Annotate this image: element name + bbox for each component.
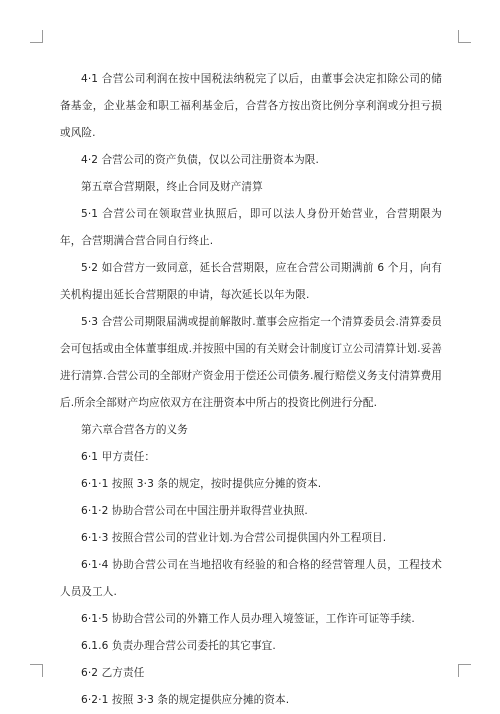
chapter-heading-5: 第五章合营期限，终止合同及财产清算 — [81, 181, 263, 193]
paragraph-4-1: 4·1 合营公司利润在按中国税法纳税完了以后，由董事会决定扣除公司的储备基金，企业基金和职工福利基金后，合营各方按出资比例分享利润或分担亏损或风险. — [60, 73, 442, 139]
document-body — [60, 66, 442, 714]
paragraph-6-1-2: 6·1·2 协助合营公司在中国注册并取得营业执照. — [81, 505, 308, 517]
paragraph-5-3: 5·3 合营公司期限届满或提前解散时.董事会应指定一个清算委员会.清算委员会可包括或由全体董事组成.并按照中国的有关财会计制度订立公司清算计划.妥善进行清算.合营公司的全部财产资金用于偿还公司债务.履行赔偿义务支付清算费用后.所余全部财产均应依双方在注册资本中所占的投资比例进行分配. — [60, 316, 442, 409]
paragraph-6-2-1: 6·2·1 按照 3·3 条的规定提供应分摊的资本. — [81, 694, 290, 706]
paragraph-6-1-4: 6·1·4 协助合营公司在当地招收有经验的和合格的经营管理人员，工程技术人员及工人. — [60, 559, 442, 598]
paragraph-6-2: 6·2 乙方责任 — [81, 667, 145, 679]
paragraph-6-1-1: 6·1·1 按照 3·3 条的规定，按时提供应分摊的资本. — [81, 478, 322, 490]
paragraph-6-1: 6·1 甲方责任： — [81, 451, 156, 463]
crop-mark-top-right — [458, 30, 471, 43]
paragraph-5-1: 5·1 合营公司在领取营业执照后，即可以法人身份开始营业，合营期限为 年，合营期满合营合同自行终止. — [60, 208, 442, 247]
paragraph-4-2: 4·2 合营公司的资产负债，仅以公司注册资本为限. — [81, 154, 319, 166]
paragraph-6-1-5: 6·1·5 协助合营公司的外籍工作人员办理入境签证，工作许可证等手续. — [81, 613, 415, 625]
crop-mark-top-left — [30, 30, 43, 43]
crop-mark-bottom-right — [458, 664, 471, 677]
paragraph-5-2: 5·2 如合营方一致同意，延长合营期限，应在合营公司期满前 6 个月，向有关机构提出延长合营期限的申请，每次延长以年为限. — [60, 262, 442, 301]
chapter-heading-6: 第六章合营各方的义务 — [81, 424, 188, 436]
paragraph-6-1-3: 6·1·3 按照合营公司的营业计划.为合营公司提供国内外工程项目. — [81, 532, 387, 544]
crop-mark-bottom-left — [30, 664, 43, 677]
paragraph-6-1-6: 6.1.6 负责办理合营公司委托的其它事宜. — [81, 640, 276, 652]
